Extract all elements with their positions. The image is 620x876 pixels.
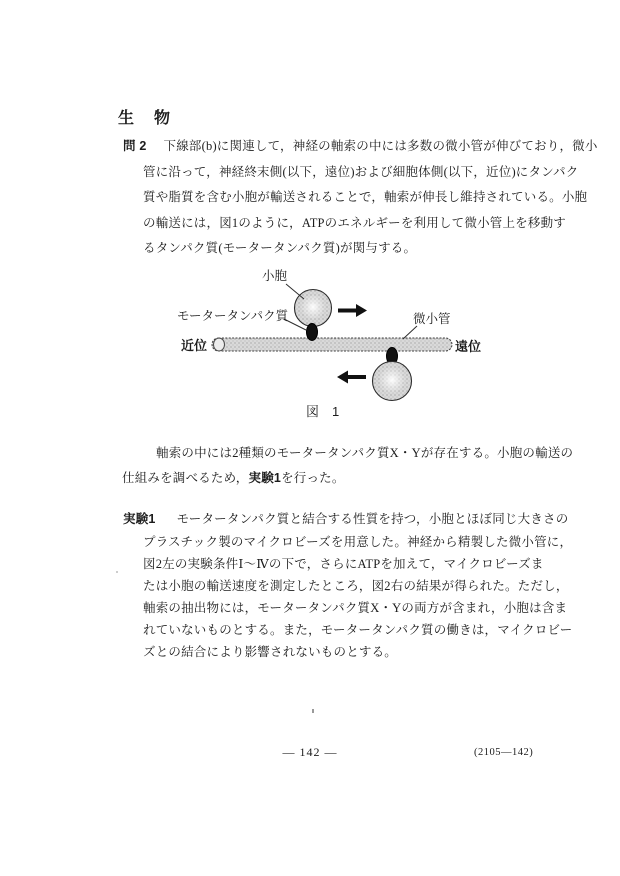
experiment1-line-5: 軸索の抽出物には，モータータンパク質X・Yの両方が含まれ，小胞は含ま bbox=[143, 601, 568, 615]
question-label: 問 2 bbox=[123, 139, 147, 153]
experiment1-label: 実験1 bbox=[123, 512, 156, 526]
figure-1-diagram bbox=[170, 262, 492, 424]
vesicle-bottom-highlight bbox=[379, 367, 405, 393]
experiment1-inline-ref: 実験1 bbox=[248, 471, 282, 485]
experiment1-line-4: たは小胞の輸送速度を測定したところ，図2右の結果が得られた。ただし， bbox=[143, 579, 569, 593]
question-line-2: 管に沿って，神経終末側(以下，遠位)および細胞体側(以下，近位)にタンパク bbox=[143, 165, 579, 179]
arrow-left-icon bbox=[337, 371, 366, 384]
experiment1-line-2: プラスチック製のマイクロビーズを用意した。神経から精製した微小管に， bbox=[143, 535, 573, 549]
leader-line-microtubule bbox=[403, 326, 417, 339]
label-vesicle: 小胞 bbox=[262, 269, 288, 283]
label-microtubule: 微小管 bbox=[413, 312, 451, 326]
label-proximal: 近位 bbox=[181, 338, 208, 353]
microtubule-rod bbox=[212, 338, 452, 351]
label-distal: 遠位 bbox=[455, 339, 482, 354]
vesicle-top-highlight bbox=[301, 295, 325, 319]
paragraph2-line-2-post: を行った。 bbox=[281, 471, 345, 485]
scan-speck bbox=[312, 709, 314, 713]
motor-protein-top bbox=[307, 324, 318, 341]
scan-speck-small bbox=[116, 571, 118, 573]
leader-line-vesicle bbox=[286, 284, 304, 299]
microtubule-end-cap bbox=[214, 338, 225, 351]
question-line-5: るタンパク質(モータータンパク質)が関与する。 bbox=[143, 241, 417, 255]
booklet-code: (2105—142) bbox=[474, 747, 534, 758]
paragraph2-line-2-pre: 仕組みを調べるため， bbox=[122, 471, 249, 485]
experiment1-line-7: ズとの結合により影響されないものとする。 bbox=[143, 645, 398, 659]
experiment1-line-1 bbox=[123, 512, 568, 527]
page-title: 生 物 bbox=[118, 110, 173, 127]
label-motor-protein: モータータンパク質 bbox=[177, 309, 289, 323]
experiment1-line-3: 図2左の実験条件Ⅰ～Ⅳの下で，さらにATPを加えて，マイクロビーズま bbox=[143, 557, 544, 571]
experiment1-line-1-text: モータータンパク質と結合する性質を持つ，小胞とほぼ同じ大きさの bbox=[176, 512, 569, 526]
figure-1 bbox=[170, 262, 492, 424]
experiment1-line-6: れていないものとする。また，モータータンパク質の働きは，マイクロビー bbox=[143, 623, 573, 637]
question-line-4: の輸送には，図1のように，ATPのエネルギーを利用して微小管上を移動す bbox=[143, 216, 566, 230]
paragraph2-line-2 bbox=[122, 471, 345, 486]
page-number: — 142 — bbox=[282, 745, 338, 759]
question-line-3: 質や脂質を含む小胞が輸送されることで，軸索が伸長し維持されている。小胞 bbox=[143, 190, 588, 204]
paragraph2-line-1: 軸索の中には2種類のモータータンパク質X・Yが存在する。小胞の輸送の bbox=[156, 446, 574, 460]
arrow-right-icon bbox=[338, 304, 367, 317]
figure-1-caption: 図 1 bbox=[306, 404, 340, 419]
question-line-1 bbox=[123, 139, 598, 154]
question-line-1-text: 下線部(b)に関連して，神経の軸索の中には多数の微小管が伸びており，微小 bbox=[163, 139, 598, 153]
